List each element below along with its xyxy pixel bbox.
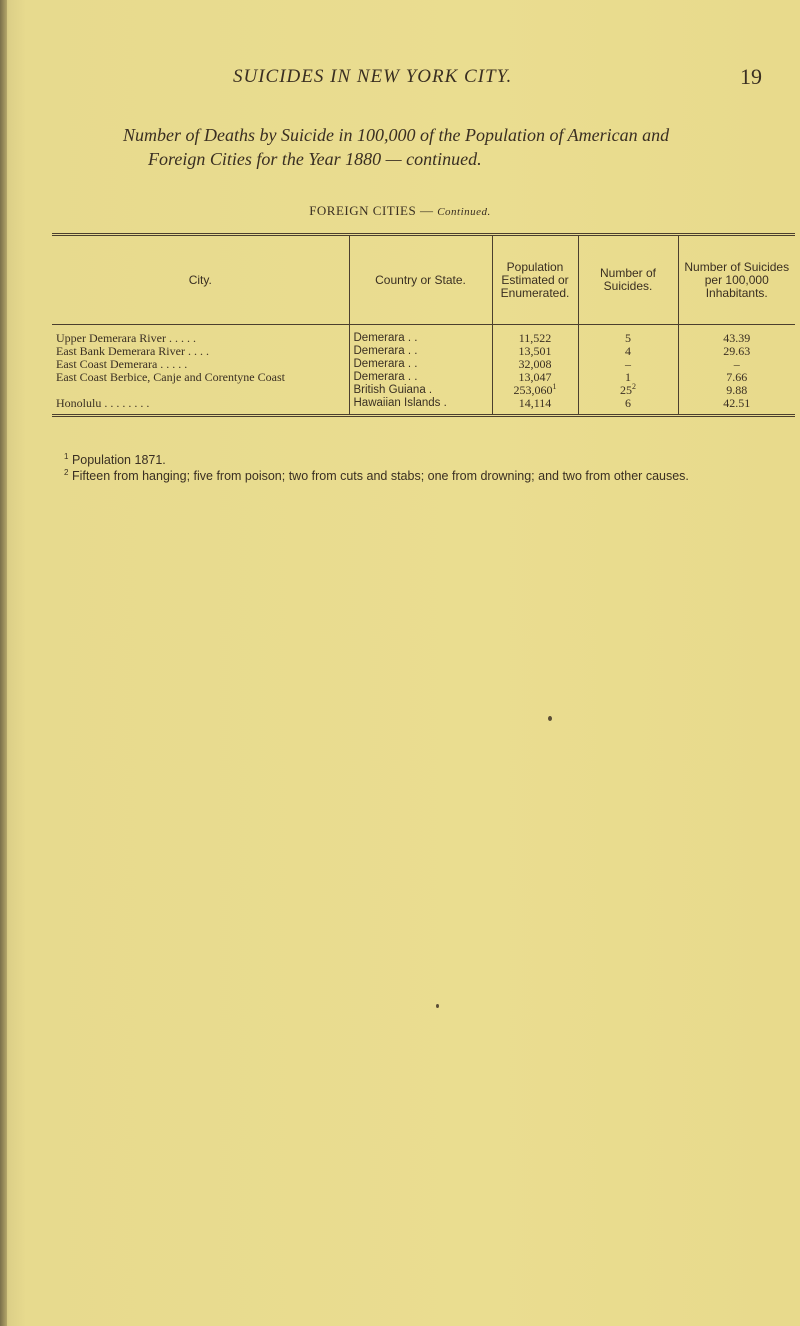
column-header-population: Population Estimated or Enumerated.: [492, 235, 578, 325]
cell-rate: 29.63: [678, 345, 795, 358]
suicides-value: 4: [625, 344, 631, 358]
cell-country: Demerara . .: [349, 358, 492, 371]
cell-city: Upper Demerara River . . . . .: [56, 331, 196, 345]
paper-speck: [548, 716, 552, 721]
cell-rate: –: [678, 358, 795, 371]
table-row: [52, 384, 795, 397]
suicides-value: –: [625, 357, 631, 371]
suicides-value: 6: [625, 396, 631, 410]
cell-country: Demerara . .: [349, 345, 492, 358]
cell-rate: 43.39: [678, 325, 795, 346]
table-header-row: [52, 235, 795, 325]
population-value: 13,501: [518, 344, 552, 358]
running-head: [0, 66, 800, 92]
cell-city: Honolulu . . . . . . . .: [52, 397, 349, 416]
footnote-mark: 2: [64, 467, 69, 477]
cell-country: Demerara . .: [349, 325, 492, 346]
population-value: 14,114: [518, 396, 552, 410]
cell-rate: 9.88: [678, 384, 795, 397]
population-note: 1: [552, 382, 557, 391]
column-header-city: City.: [52, 235, 349, 325]
population-value: 253,060: [513, 383, 553, 397]
running-title: SUICIDES IN NEW YORK CITY.: [233, 66, 513, 87]
binding-edge: [0, 0, 7, 1326]
page-number: 19: [740, 64, 762, 89]
section-heading: [0, 203, 800, 219]
footnote-text: Fifteen from hanging; five from poison; two from cuts and stabs; one from drowning; and two from other causes.: [71, 469, 689, 483]
footnote-mark: 1: [64, 451, 69, 461]
column-header-country: Country or State.: [349, 235, 492, 325]
column-header-suicides: Number of Suicides.: [578, 235, 678, 325]
cell-population: [492, 397, 578, 416]
table-row: [52, 325, 795, 346]
suicide-table: [52, 233, 795, 417]
table-heading-line-1: Number of Deaths by Suicide in 100,000 of the Population of American and: [123, 125, 670, 145]
population-value: 13,047: [518, 370, 552, 384]
population-value: 11,522: [518, 331, 552, 345]
table-heading: [123, 123, 783, 171]
table-row: [52, 371, 795, 384]
section-title: FOREIGN CITIES —: [309, 203, 434, 218]
cell-city: East Coast Demerara . . . . .: [56, 357, 188, 371]
footnote: [52, 468, 792, 484]
suicides-note: 2: [632, 382, 636, 391]
cell-city: East Bank Demerara River . . . .: [56, 344, 209, 358]
footnotes: [52, 452, 792, 484]
table-heading-line-2: Foreign Cities for the Year 1880 — continued.: [148, 149, 482, 169]
footnote-text: Population 1871.: [71, 453, 166, 467]
cell-country: Hawaiian Islands .: [349, 397, 492, 416]
suicides-value: 1: [625, 370, 631, 384]
cell-suicides: [578, 325, 678, 346]
suicides-value: 5: [625, 331, 631, 345]
cell-rate: 42.51: [678, 397, 795, 416]
section-continued: Continued.: [437, 206, 491, 218]
cell-suicides: [578, 397, 678, 416]
cell-city: East Coast Berbice, Canje and Corentyne Coast: [56, 370, 285, 384]
footnote: [52, 452, 792, 468]
table-row: [52, 397, 795, 416]
suicides-value: 25: [620, 383, 632, 397]
column-header-rate: Number of Suicides per 100,000 Inhabitants.: [678, 235, 795, 325]
cell-country: British Guiana .: [349, 384, 492, 397]
paper-speck: [436, 1004, 439, 1008]
cell-country: Demerara . .: [349, 371, 492, 384]
cell-rate: 7.66: [678, 371, 795, 384]
population-value: 32,008: [518, 357, 552, 371]
cell-population: [492, 325, 578, 346]
